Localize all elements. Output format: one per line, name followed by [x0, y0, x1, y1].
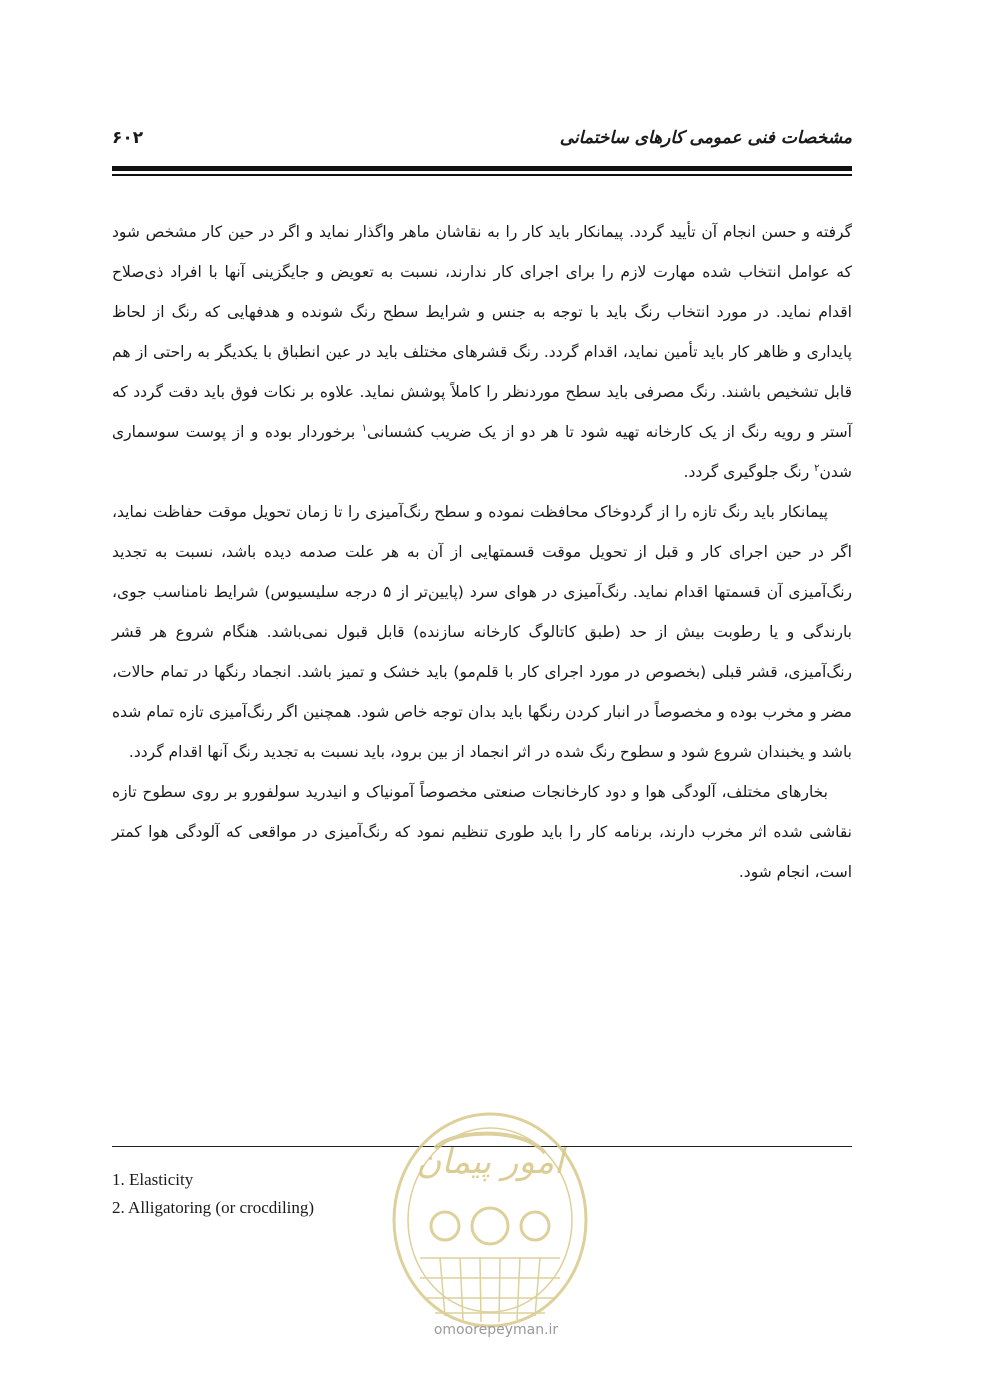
paragraph-3: بخارهای مختلف، آلودگی هوا و دود کارخانجات صنعتی مخصوصاً آمونیاک و انیدرید سولفورو بر روی سطوح تازه نقاشی شده اثر مخرب دارند، برنامه کار را باید طوری تنظیم نمود که رنگ‌آمیزی در مواقعی که آلودگی هوا کمتر است، انجام شود. — [112, 783, 852, 881]
paragraph-1-text-c: رنگ جلوگیری گردد. — [683, 463, 815, 481]
paragraph-1-text-a: گرفته و حسن انجام آن تأیید گردد. پیمانکار باید کار را به نقاشان ماهر واگذار نماید و اگر در حین کار مشخص شود که عوامل انتخاب شده مهارت لازم را برای اجرای کار ندارند، نسبت به تعویض و جایگزینی آنها با افراد ذی‌صلاح اقدام نماید. در مورد انتخاب رنگ باید با توجه به جنس و شرایط سطح رنگ شونده و هدفهایی که رنگ از لحاظ پایداری و ظاهر کار باید تأمین نماید، اقدام گردد. رنگ قشرهای مختلف باید در عین انطباق با یکدیگر به راحتی از هم قابل تشخیص باشند. رنگ مصرفی باید سطح موردنظر را کاملاً پوشش نماید. علاوه بر نکات فوق باید دقت گردد که آستر و رویه رنگ از یک کارخانه تهیه شود تا هر دو از یک ضریب کشسانی — [112, 223, 852, 441]
running-title: مشخصات فنی عمومی کارهای ساختمانی — [559, 128, 852, 148]
page-number: ۶۰۲ — [112, 128, 144, 148]
footnotes — [112, 1166, 314, 1222]
footnote-1: 1. Elasticity — [112, 1170, 194, 1189]
watermark-url: omoorepeyman.ir — [433, 1322, 559, 1338]
omoorepeyman-seal-icon — [385, 1108, 595, 1338]
paragraph-1-text-b: برخوردار بوده و از پوست سوسماری شدن — [112, 423, 852, 481]
header-rule-thin — [112, 174, 852, 176]
paragraph-1 — [112, 212, 852, 492]
watermark-logo-text: امور پیمان — [416, 1142, 564, 1182]
header-rule-thick — [112, 166, 852, 171]
footnote-ref-2: ۲ — [814, 462, 820, 474]
body-text — [112, 212, 852, 892]
page-header — [112, 128, 852, 158]
paragraph-2: پیمانکار باید رنگ تازه را از گردوخاک محافظت نموده و سطح رنگ‌آمیزی را تا زمان تحویل موقت حفاظت نماید، اگر در حین اجرای کار و قبل از تحویل موقت قسمتهایی از آن به هر علت صدمه دیده باشد، نسبت به تجدید رنگ‌آمیزی آن قسمتها اقدام نماید. رنگ‌آمیزی در هوای سرد (پایین‌تر از ۵ درجه سلیسیوس) شرایط نامناسب جوی، بارندگی و یا رطوبت بیش از حد (طبق کاتالوگ کارخانه سازنده) قابل قبول نمی‌باشد. هنگام شروع هر قشر رنگ‌آمیزی، قشر قبلی (بخصوص در مورد اجرای کار با قلم‌مو) باید خشک و تمیز باشد. انجماد رنگها در تمام حالات، مضر و مخرب بوده و مخصوصاً در انبار کردن رنگها باید بدان توجه خاص شود. همچنین اگر رنگ‌آمیزی تازه تمام شده باشد و یخبندان شروع شود و سطوح رنگ شده در اثر انجماد از بین برود، باید نسبت به تجدید رنگ آنها اقدام گردد. — [112, 503, 853, 761]
footnote-2: 2. Alligatoring (or crocdiling) — [112, 1198, 315, 1217]
footnote-ref-1: ۱ — [361, 422, 368, 434]
